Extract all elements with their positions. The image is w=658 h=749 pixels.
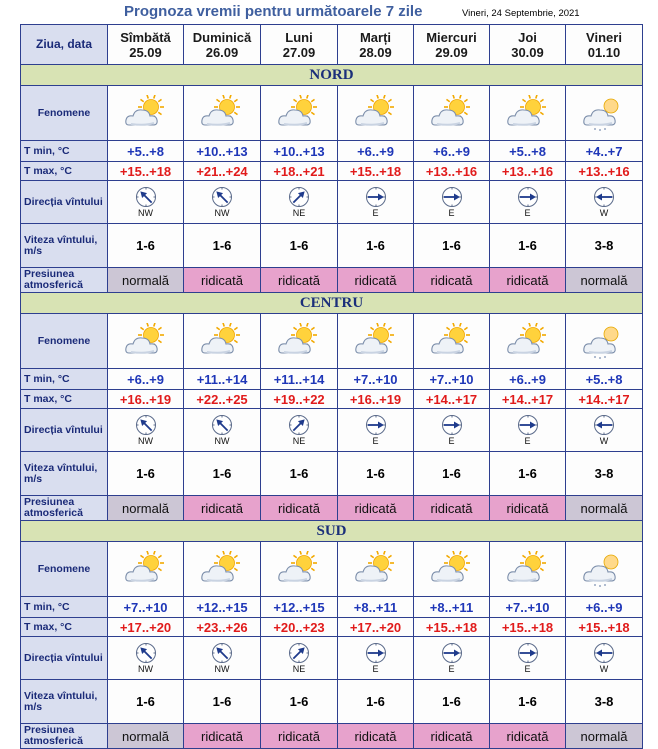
wind-speed-value: 1-6 — [261, 680, 338, 724]
region-title: SUD — [21, 521, 643, 542]
wind-direction-cell — [338, 181, 414, 224]
wind-speed-value: 1-6 — [261, 452, 338, 496]
tmin-value: +12..+15 — [184, 597, 261, 618]
tmin-value: +7..+10 — [338, 369, 414, 390]
cloudy-light-rain-icon — [581, 95, 627, 131]
wind-speed-value: 1-6 — [261, 224, 338, 268]
tmax-label: T max, °C — [21, 618, 108, 637]
day-date: 28.09 — [359, 44, 392, 60]
pressure-value: normală — [108, 268, 184, 293]
wind-direction-cell — [490, 181, 566, 224]
compass-nw-icon — [211, 186, 233, 208]
wind-direction-cell — [414, 637, 490, 680]
day-header — [108, 25, 184, 65]
pressure-label: Presiunea atmosferică — [21, 268, 108, 293]
pressure-value: ridicată — [184, 268, 261, 293]
tmin-value: +6..+9 — [414, 141, 490, 162]
wind-direction-label: Direcția vîntului — [21, 181, 108, 224]
wind-direction-value: NW — [214, 664, 230, 674]
weather-cell — [338, 314, 414, 369]
wind-speed-value: 1-6 — [414, 680, 490, 724]
wind-speed-value: 1-6 — [338, 452, 414, 496]
pressure-value: ridicată — [338, 724, 414, 749]
pressure-value: ridicată — [261, 496, 338, 521]
region-title: NORD — [21, 65, 643, 86]
weather-cell — [184, 314, 261, 369]
pressure-value: normală — [108, 724, 184, 749]
day-date: 25.09 — [129, 44, 162, 60]
wind-direction-value: E — [524, 664, 531, 674]
wind-speed-value: 1-6 — [108, 224, 184, 268]
wind-speed-value: 1-6 — [108, 452, 184, 496]
pressure-value: normală — [566, 496, 643, 521]
tmin-value: +6..+9 — [490, 369, 566, 390]
day-name: Joi — [518, 29, 537, 45]
wind-direction-row — [21, 637, 643, 680]
wind-direction-cell — [184, 181, 261, 224]
region-row — [21, 521, 643, 542]
page-header — [0, 0, 658, 24]
phenomena-row — [21, 542, 643, 597]
wind-direction-value: NW — [214, 436, 230, 446]
tmax-value: +16..+19 — [338, 390, 414, 409]
tmin-value: +12..+15 — [261, 597, 338, 618]
compass-nw-icon — [135, 186, 157, 208]
partly-cloudy-icon — [199, 95, 245, 131]
page-title: Prognoza vremii pentru următoarele 7 zile — [124, 3, 423, 20]
cloudy-light-rain-icon — [581, 551, 627, 587]
tmin-value: +8..+11 — [414, 597, 490, 618]
day-name: Marți — [359, 29, 392, 45]
tmin-label: T min, °C — [21, 597, 108, 618]
wind-direction-value: E — [448, 208, 455, 218]
day-header — [490, 25, 566, 65]
tmin-value: +11..+14 — [184, 369, 261, 390]
tmin-value: +5..+8 — [566, 369, 643, 390]
tmax-value: +15..+18 — [414, 618, 490, 637]
wind-speed-value: 1-6 — [108, 680, 184, 724]
tmin-value: +8..+11 — [338, 597, 414, 618]
day-name: Miercuri — [426, 29, 477, 45]
tmin-row — [21, 141, 643, 162]
day-header — [338, 25, 414, 65]
wind-direction-value: E — [524, 208, 531, 218]
tmax-value: +15..+18 — [108, 162, 184, 181]
day-header — [566, 25, 643, 65]
wind-direction-value: E — [372, 208, 379, 218]
weather-cell — [108, 86, 184, 141]
tmin-label: T min, °C — [21, 369, 108, 390]
tmin-value: +10..+13 — [184, 141, 261, 162]
weather-cell — [414, 542, 490, 597]
weather-cell — [414, 314, 490, 369]
tmin-value: +6..+9 — [566, 597, 643, 618]
compass-e-icon — [365, 186, 387, 208]
wind-speed-value: 1-6 — [414, 452, 490, 496]
tmax-value: +22..+25 — [184, 390, 261, 409]
pressure-value: ridicată — [261, 268, 338, 293]
wind-direction-cell — [108, 181, 184, 224]
pressure-value: ridicată — [414, 724, 490, 749]
phenomena-label: Fenomene — [21, 542, 108, 597]
tmax-value: +18..+21 — [261, 162, 338, 181]
day-date: 26.09 — [205, 44, 239, 60]
weather-cell — [261, 542, 338, 597]
forecast-table — [20, 24, 643, 749]
day-header — [184, 25, 261, 65]
compass-nw-icon — [135, 642, 157, 664]
tmax-value: +17..+20 — [108, 618, 184, 637]
wind-direction-value: W — [599, 208, 609, 218]
tmax-row — [21, 162, 643, 181]
weather-cell — [261, 86, 338, 141]
wind-speed-value: 1-6 — [184, 680, 261, 724]
partly-cloudy-icon — [353, 95, 399, 131]
wind-direction-cell — [490, 409, 566, 452]
partly-cloudy-icon — [429, 551, 475, 587]
partly-cloudy-icon — [123, 551, 169, 587]
tmin-value: +4..+7 — [566, 141, 643, 162]
partly-cloudy-icon — [276, 323, 322, 359]
wind-direction-value: NW — [214, 208, 230, 218]
pressure-value: normală — [566, 268, 643, 293]
wind-direction-value: NE — [292, 664, 306, 674]
tmin-value: +6..+9 — [108, 369, 184, 390]
partly-cloudy-icon — [276, 551, 322, 587]
tmax-value: +17..+20 — [338, 618, 414, 637]
day-date: 30.09 — [511, 44, 544, 60]
tmin-value: +7..+10 — [414, 369, 490, 390]
tmax-value: +14..+17 — [490, 390, 566, 409]
weather-cell — [184, 86, 261, 141]
wind-speed-row — [21, 680, 643, 724]
wind-direction-label: Direcția vîntului — [21, 409, 108, 452]
wind-speed-row — [21, 224, 643, 268]
wind-speed-label: Viteza vîntului, m/s — [21, 680, 108, 724]
pressure-row — [21, 496, 643, 521]
weather-cell — [490, 86, 566, 141]
day-date: 01.10 — [587, 44, 621, 60]
wind-direction-value: E — [448, 436, 455, 446]
wind-direction-cell — [566, 637, 643, 680]
day-name: Vineri — [586, 29, 622, 45]
header-row — [21, 25, 643, 65]
tmax-value: +15..+18 — [490, 618, 566, 637]
wind-direction-value: NW — [138, 208, 153, 218]
tmin-row — [21, 597, 643, 618]
wind-direction-cell — [338, 637, 414, 680]
phenomena-label: Fenomene — [21, 314, 108, 369]
weather-cell — [566, 314, 643, 369]
partly-cloudy-icon — [123, 323, 169, 359]
wind-direction-cell — [261, 637, 338, 680]
tmax-value: +14..+17 — [414, 390, 490, 409]
wind-direction-value: E — [372, 436, 379, 446]
wind-direction-cell — [184, 637, 261, 680]
wind-direction-value: E — [372, 664, 379, 674]
wind-speed-value: 1-6 — [490, 680, 566, 724]
day-date: 29.09 — [435, 44, 468, 60]
tmax-value: +16..+19 — [108, 390, 184, 409]
pressure-value: ridicată — [338, 268, 414, 293]
pressure-value: normală — [566, 724, 643, 749]
pressure-value: normală — [108, 496, 184, 521]
day-name: Sîmbătă — [120, 29, 171, 45]
weather-cell — [414, 86, 490, 141]
compass-w-icon — [593, 414, 615, 436]
tmin-value: +7..+10 — [490, 597, 566, 618]
region-row — [21, 293, 643, 314]
compass-nw-icon — [211, 414, 233, 436]
partly-cloudy-icon — [276, 95, 322, 131]
wind-direction-value: NW — [138, 436, 153, 446]
tmin-row — [21, 369, 643, 390]
compass-e-icon — [365, 414, 387, 436]
day-date: 27.09 — [282, 44, 316, 60]
region-title: CENTRU — [21, 293, 643, 314]
tmax-value: +13..+16 — [414, 162, 490, 181]
wind-speed-value: 1-6 — [490, 224, 566, 268]
compass-e-icon — [441, 414, 463, 436]
wind-direction-cell — [414, 409, 490, 452]
cloudy-light-rain-icon — [581, 323, 627, 359]
partly-cloudy-icon — [429, 323, 475, 359]
pressure-value: ridicată — [414, 268, 490, 293]
tmax-row — [21, 390, 643, 409]
wind-speed-value: 1-6 — [184, 452, 261, 496]
compass-nw-icon — [135, 414, 157, 436]
wind-direction-value: NE — [292, 208, 306, 218]
pressure-value: ridicată — [414, 496, 490, 521]
wind-direction-cell — [261, 181, 338, 224]
wind-speed-value: 3-8 — [566, 452, 643, 496]
compass-ne-icon — [288, 414, 310, 436]
compass-e-icon — [517, 642, 539, 664]
weather-cell — [108, 314, 184, 369]
compass-w-icon — [593, 186, 615, 208]
wind-direction-label: Direcția vîntului — [21, 637, 108, 680]
weather-cell — [338, 86, 414, 141]
day-header — [261, 25, 338, 65]
wind-direction-value: E — [524, 436, 531, 446]
compass-w-icon — [593, 642, 615, 664]
wind-direction-value: NE — [292, 436, 306, 446]
compass-ne-icon — [288, 642, 310, 664]
wind-speed-label: Viteza vîntului, m/s — [21, 452, 108, 496]
tmin-value: +5..+8 — [108, 141, 184, 162]
weather-cell — [261, 314, 338, 369]
weather-cell — [184, 542, 261, 597]
wind-direction-value: W — [599, 664, 609, 674]
tmin-value: +5..+8 — [490, 141, 566, 162]
weather-cell — [108, 542, 184, 597]
wind-speed-value: 1-6 — [490, 452, 566, 496]
header-label: Ziua, data — [21, 25, 108, 65]
tmax-value: +13..+16 — [566, 162, 643, 181]
phenomena-label: Fenomene — [21, 86, 108, 141]
region-row — [21, 65, 643, 86]
wind-direction-value: W — [599, 436, 609, 446]
tmax-value: +23..+26 — [184, 618, 261, 637]
wind-direction-cell — [414, 181, 490, 224]
compass-e-icon — [517, 414, 539, 436]
wind-direction-cell — [338, 409, 414, 452]
compass-e-icon — [365, 642, 387, 664]
pressure-value: ridicată — [184, 724, 261, 749]
partly-cloudy-icon — [429, 95, 475, 131]
partly-cloudy-icon — [505, 551, 551, 587]
wind-direction-cell — [108, 637, 184, 680]
pressure-value: ridicată — [184, 496, 261, 521]
tmin-label: T min, °C — [21, 141, 108, 162]
compass-nw-icon — [211, 642, 233, 664]
wind-speed-value: 1-6 — [184, 224, 261, 268]
partly-cloudy-icon — [353, 323, 399, 359]
tmax-value: +13..+16 — [490, 162, 566, 181]
wind-speed-label: Viteza vîntului, m/s — [21, 224, 108, 268]
wind-direction-cell — [490, 637, 566, 680]
partly-cloudy-icon — [353, 551, 399, 587]
weather-cell — [566, 542, 643, 597]
wind-speed-value: 1-6 — [414, 224, 490, 268]
partly-cloudy-icon — [199, 323, 245, 359]
compass-ne-icon — [288, 186, 310, 208]
wind-direction-cell — [108, 409, 184, 452]
wind-direction-cell — [566, 409, 643, 452]
pressure-label: Presiunea atmosferică — [21, 496, 108, 521]
tmax-value: +14..+17 — [566, 390, 643, 409]
wind-speed-value: 3-8 — [566, 680, 643, 724]
day-name: Luni — [285, 29, 313, 45]
wind-direction-value: E — [448, 664, 455, 674]
partly-cloudy-icon — [199, 551, 245, 587]
tmin-value: +10..+13 — [261, 141, 338, 162]
tmax-value: +15..+18 — [566, 618, 643, 637]
partly-cloudy-icon — [123, 95, 169, 131]
pressure-row — [21, 268, 643, 293]
compass-e-icon — [441, 642, 463, 664]
wind-speed-value: 3-8 — [566, 224, 643, 268]
wind-speed-value: 1-6 — [338, 680, 414, 724]
tmin-value: +6..+9 — [338, 141, 414, 162]
tmax-row — [21, 618, 643, 637]
tmax-value: +21..+24 — [184, 162, 261, 181]
weather-cell — [566, 86, 643, 141]
day-header — [414, 25, 490, 65]
wind-direction-cell — [184, 409, 261, 452]
partly-cloudy-icon — [505, 95, 551, 131]
wind-direction-row — [21, 409, 643, 452]
phenomena-row — [21, 86, 643, 141]
tmax-value: +15..+18 — [338, 162, 414, 181]
pressure-value: ridicată — [261, 724, 338, 749]
tmax-label: T max, °C — [21, 390, 108, 409]
weather-cell — [490, 542, 566, 597]
issue-date: Vineri, 24 Septembrie, 2021 — [462, 8, 580, 19]
tmax-value: +19..+22 — [261, 390, 338, 409]
weather-cell — [338, 542, 414, 597]
wind-direction-cell — [261, 409, 338, 452]
pressure-row — [21, 724, 643, 749]
compass-e-icon — [441, 186, 463, 208]
pressure-value: ridicată — [490, 268, 566, 293]
pressure-value: ridicată — [490, 724, 566, 749]
tmin-value: +11..+14 — [261, 369, 338, 390]
weather-cell — [490, 314, 566, 369]
pressure-value: ridicată — [490, 496, 566, 521]
wind-speed-value: 1-6 — [338, 224, 414, 268]
partly-cloudy-icon — [505, 323, 551, 359]
tmax-value: +20..+23 — [261, 618, 338, 637]
wind-direction-row — [21, 181, 643, 224]
phenomena-row — [21, 314, 643, 369]
tmax-label: T max, °C — [21, 162, 108, 181]
tmin-value: +7..+10 — [108, 597, 184, 618]
compass-e-icon — [517, 186, 539, 208]
pressure-value: ridicată — [338, 496, 414, 521]
wind-speed-row — [21, 452, 643, 496]
wind-direction-value: NW — [138, 664, 153, 674]
wind-direction-cell — [566, 181, 643, 224]
day-name: Duminică — [192, 29, 252, 45]
pressure-label: Presiunea atmosferică — [21, 724, 108, 749]
